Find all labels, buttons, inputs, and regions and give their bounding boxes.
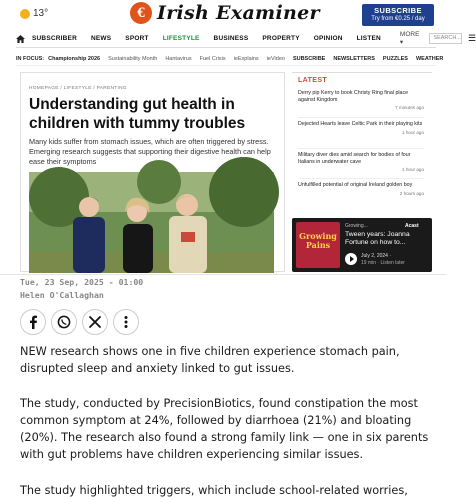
share-bar [20, 309, 139, 335]
nav-item-property[interactable]: PROPERTY [262, 35, 300, 42]
podcast-player[interactable] [292, 218, 432, 272]
nav-item-news[interactable]: NEWS [90, 35, 112, 42]
latest-item[interactable] [298, 90, 424, 112]
latest-item-headline: Unfulfilled potential of original Ireland golden boy [298, 182, 413, 188]
latest-item-headline: Military diver dies amid search for bodies of four Italians in underwater cave [298, 152, 411, 165]
divider [298, 178, 424, 179]
focus-link[interactable]: ieVideo [266, 55, 285, 62]
more-options-icon[interactable] [113, 309, 139, 335]
search-input[interactable]: SEARCH... [429, 33, 462, 44]
nav-more-menu[interactable] [396, 31, 424, 46]
acast-logo: Acast [405, 223, 419, 229]
subscribe-label: SUBSCRIBE [374, 6, 422, 15]
latest-item-time: 1 hour ago [402, 167, 424, 172]
latest-item-headline: Derry pip Kerry to book Christy Ring final place against Kingdom [298, 90, 409, 103]
subscribe-offer: Try from €0.25 / day [371, 16, 425, 22]
logo-mark-icon: € [130, 2, 152, 24]
divider [0, 274, 446, 275]
latest-item[interactable] [298, 152, 424, 174]
nav-item-subscriber[interactable]: SUBSCRIBER [32, 35, 77, 42]
latest-item[interactable] [298, 182, 424, 197]
nav-item-sport[interactable]: SPORT [125, 35, 149, 42]
article-hero-card [20, 72, 285, 272]
utility-link-puzzles[interactable]: PUZZLES [382, 55, 408, 62]
latest-item-time: 7 minutes ago [395, 105, 424, 110]
breadcrumb[interactable]: HOMEPAGE / LIFESTYLE / PARENTING [29, 86, 127, 91]
article-date: Tue, 23 Sep, 2025 - 01:00 [20, 277, 144, 287]
in-focus-label: IN FOCUS: [16, 55, 45, 62]
podcast-artwork: Growing Pains [296, 222, 340, 268]
focus-link[interactable]: ieExplains [233, 55, 259, 62]
subscribe-button[interactable] [362, 4, 434, 26]
article-photo [29, 172, 274, 273]
whatsapp-icon[interactable] [51, 309, 77, 335]
latest-news-panel [292, 72, 432, 213]
latest-item-time: 1 hour ago [402, 129, 424, 135]
latest-item[interactable] [298, 121, 424, 136]
latest-title: LATEST [298, 77, 328, 84]
divider [298, 148, 424, 149]
site-name: Irish Examiner [157, 2, 320, 24]
focus-link[interactable]: Hantavirus [165, 55, 192, 62]
menu-icon[interactable]: ☰ [467, 33, 476, 43]
chevron-down-icon: ▾ [399, 39, 404, 46]
site-logo[interactable] [130, 2, 320, 24]
podcast-date: July 2, 2024 · [361, 253, 392, 259]
divider [298, 117, 424, 118]
nav-item-opinion[interactable]: OPINION [313, 35, 343, 42]
home-icon[interactable] [16, 35, 25, 43]
article-headline: Understanding gut health in children with tummy troubles [29, 96, 246, 132]
nav-item-lifestyle[interactable]: LIFESTYLE [162, 35, 200, 42]
utility-link-subscribe[interactable]: SUBSCRIBE [292, 55, 326, 62]
article-author[interactable]: Helen O'Callaghan [20, 290, 104, 300]
podcast-episode-title: Tween years: Joanna Fortune on how to... [345, 231, 410, 246]
more-label: MORE [399, 31, 420, 38]
utility-link-weather[interactable]: WEATHER [415, 55, 444, 62]
article-paragraph: The study highlighted triggers, which include school-related worries, [20, 484, 408, 497]
article-standfirst: Many kids suffer from stomach issues, which are often triggered by stress. Emerging research suggests that supporting their digestive health can help ease their symptoms [29, 137, 271, 166]
play-icon[interactable] [345, 253, 357, 265]
podcast-duration[interactable]: 19 min · Listen later [361, 260, 405, 266]
focus-link[interactable]: Sustainability Month [108, 55, 158, 62]
focus-link[interactable]: Fuel Crisis [199, 55, 226, 62]
main-nav [16, 30, 476, 48]
in-focus-bar [16, 52, 444, 66]
nav-item-business[interactable]: BUSINESS [213, 35, 249, 42]
temperature: 13° [33, 8, 49, 19]
article-paragraph: NEW research shows one in five children experience stomach pain, disrupted sleep and anxiety linked to gut issues. [20, 345, 400, 375]
article-paragraph: The study, conducted by PrecisionBiotics, found constipation the most common symptom at 24%, followed by diarrhoea (21%) and bloating (20%). The research also found a strong family link — one in six parents with gut problems have children experiencing similar issues. [20, 397, 429, 461]
utility-link-newsletters[interactable]: NEWSLETTERS [333, 55, 375, 62]
focus-link[interactable]: Championship 2026 [48, 55, 101, 62]
nav-item-listen[interactable]: LISTEN [356, 35, 381, 42]
weather-widget[interactable] [20, 8, 48, 19]
sun-icon [20, 9, 30, 19]
x-icon[interactable] [82, 309, 108, 335]
podcast-show-name: Growing... [345, 223, 368, 229]
facebook-icon[interactable] [20, 309, 46, 335]
latest-item-headline: Dejected Hearts leave Celtic Park in their playing kits [298, 121, 423, 127]
latest-item-time: 2 hours ago [399, 190, 424, 196]
site-header [0, 0, 446, 28]
